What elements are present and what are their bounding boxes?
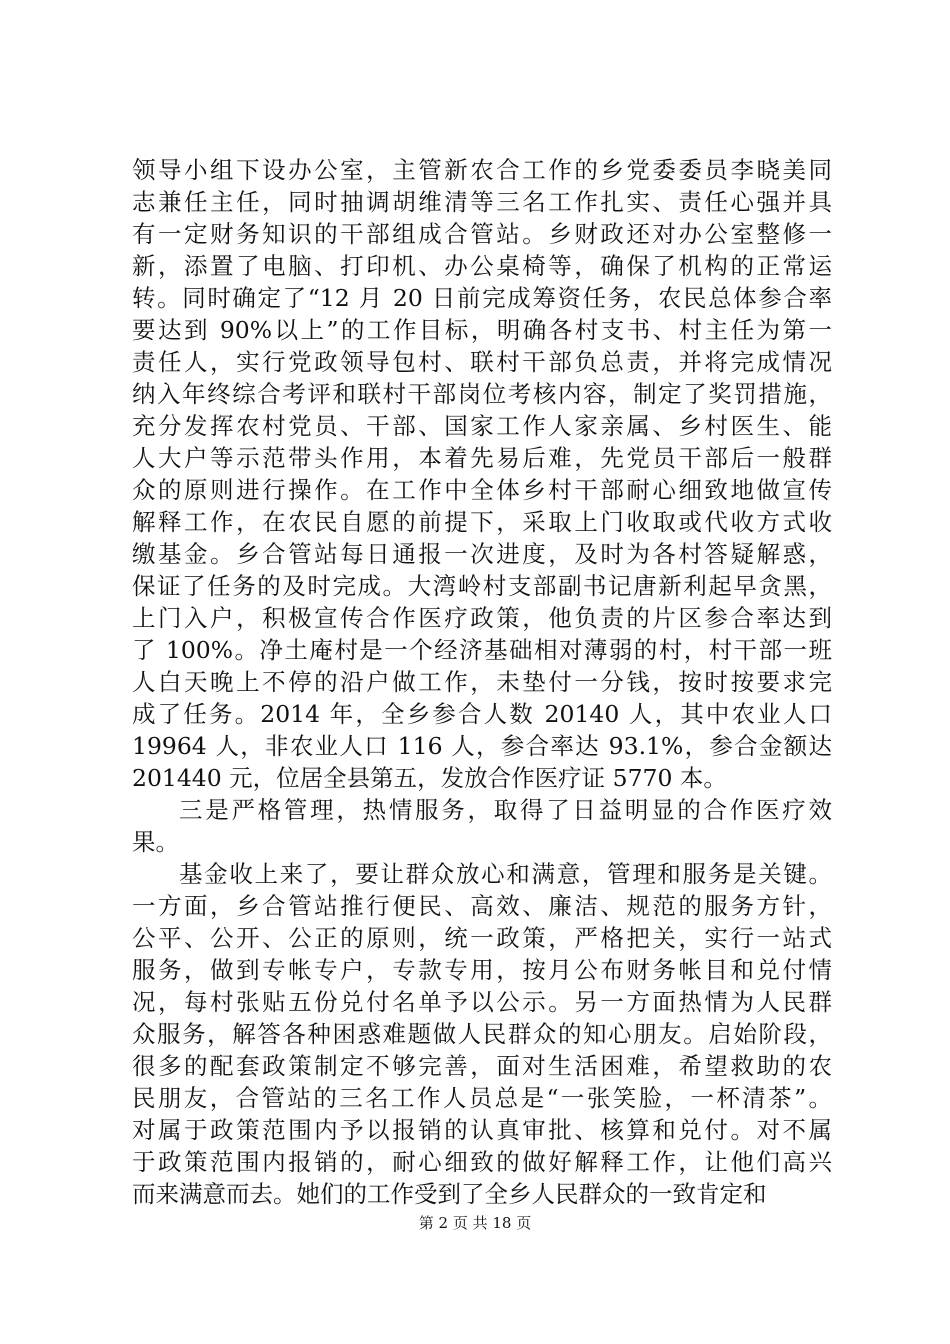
page-footer	[0, 1213, 950, 1233]
text-line: 众服务，解答各种困惑难题做人民群众的知心朋友。启始阶段，	[132, 1020, 832, 1048]
text-line: 责任人，实行党政领导包村、联村干部负总责，并将完成情况	[132, 348, 832, 376]
text-line: 新，添置了电脑、打印机、办公桌椅等，确保了机构的正常运	[132, 252, 832, 280]
text-line: 上门入户，积极宣传合作医疗政策，他负责的片区参合率达到	[132, 604, 832, 632]
text-line: 基金收上来了，要让群众放心和满意，管理和服务是关键。	[179, 860, 832, 888]
text-line: 有一定财务知识的干部组成合管站。乡财政还对办公室整修一	[132, 220, 832, 248]
text-line: 纳入年终综合考评和联村干部岗位考核内容，制定了奖罚措施，	[132, 380, 832, 408]
text-line: 解释工作，在农民自愿的前提下，采取上门收取或代收方式收	[132, 508, 832, 536]
page-number-label: 第 2 页 共 18 页	[418, 1214, 532, 1232]
paragraph	[132, 794, 832, 858]
text-line: 服务，做到专帐专户，专款专用，按月公布财务帐目和兑付情	[132, 956, 832, 984]
text-line: 人大户等示范带头作用，本着先易后难，先党员干部后一般群	[132, 444, 832, 472]
text-line: 保证了任务的及时完成。大湾岭村支部副书记唐新利起早贪黑，	[132, 572, 832, 600]
text-line: 了 100%。净土庵村是一个经济基础相对薄弱的村，村干部一班	[132, 636, 832, 664]
text-line: 公平、公开、公正的原则，统一政策，严格把关，实行一站式	[132, 924, 832, 952]
text-line: 志兼任主任，同时抽调胡维清等三名工作扎实、责任心强并具	[132, 188, 832, 216]
text-line: 成了任务。2014 年，全乡参合人数 20140 人，其中农业人口	[132, 700, 832, 728]
text-line: 领导小组下设办公室，主管新农合工作的乡党委委员李晓美同	[132, 156, 832, 184]
paragraph	[132, 154, 832, 794]
text-line: 三是严格管理，热情服务，取得了日益明显的合作医疗效	[179, 796, 832, 824]
text-line: 于政策范围内报销的，耐心细致的做好解释工作，让他们高兴	[132, 1148, 832, 1176]
text-line: 对属于政策范围内予以报销的认真审批、核算和兑付。对不属	[132, 1116, 832, 1144]
text-line: 一方面，乡合管站推行便民、高效、廉洁、规范的服务方针，	[132, 892, 832, 920]
text-line: 19964 人，非农业人口 116 人，参合率达 93.1%，参合金额达	[132, 732, 832, 760]
text-line: 民朋友，合管站的三名工作人员总是“一张笑脸，一杯清茶”。	[132, 1084, 832, 1112]
text-line: 充分发挥农村党员、干部、国家工作人家亲属、乡村医生、能	[132, 412, 832, 440]
text-line: 很多的配套政策制定不够完善，面对生活困难，希望救助的农	[132, 1052, 832, 1080]
text-line: 人白天晚上不停的沿户做工作，未垫付一分钱，按时按要求完	[132, 668, 832, 696]
text-line: 而来满意而去。她们的工作受到了全乡人民群众的一致肯定和	[132, 1180, 767, 1208]
text-line: 要达到 90%以上”的工作目标，明确各村支书、村主任为第一	[132, 316, 832, 344]
text-line: 201440 元，位居全县第五，发放合作医疗证 5770 本。	[132, 764, 727, 792]
text-line: 转。同时确定了“12 月 20 日前完成筹资任务，农民总体参合率	[132, 284, 832, 312]
text-line: 果。	[132, 828, 179, 856]
document-body	[132, 154, 832, 1210]
text-line: 缴基金。乡合管站每日通报一次进度，及时为各村答疑解惑，	[132, 540, 832, 568]
text-line: 况，每村张贴五份兑付名单予以公示。另一方面热情为人民群	[132, 988, 832, 1016]
paragraph	[132, 858, 832, 1210]
text-line: 众的原则进行操作。在工作中全体乡村干部耐心细致地做宣传	[132, 476, 832, 504]
